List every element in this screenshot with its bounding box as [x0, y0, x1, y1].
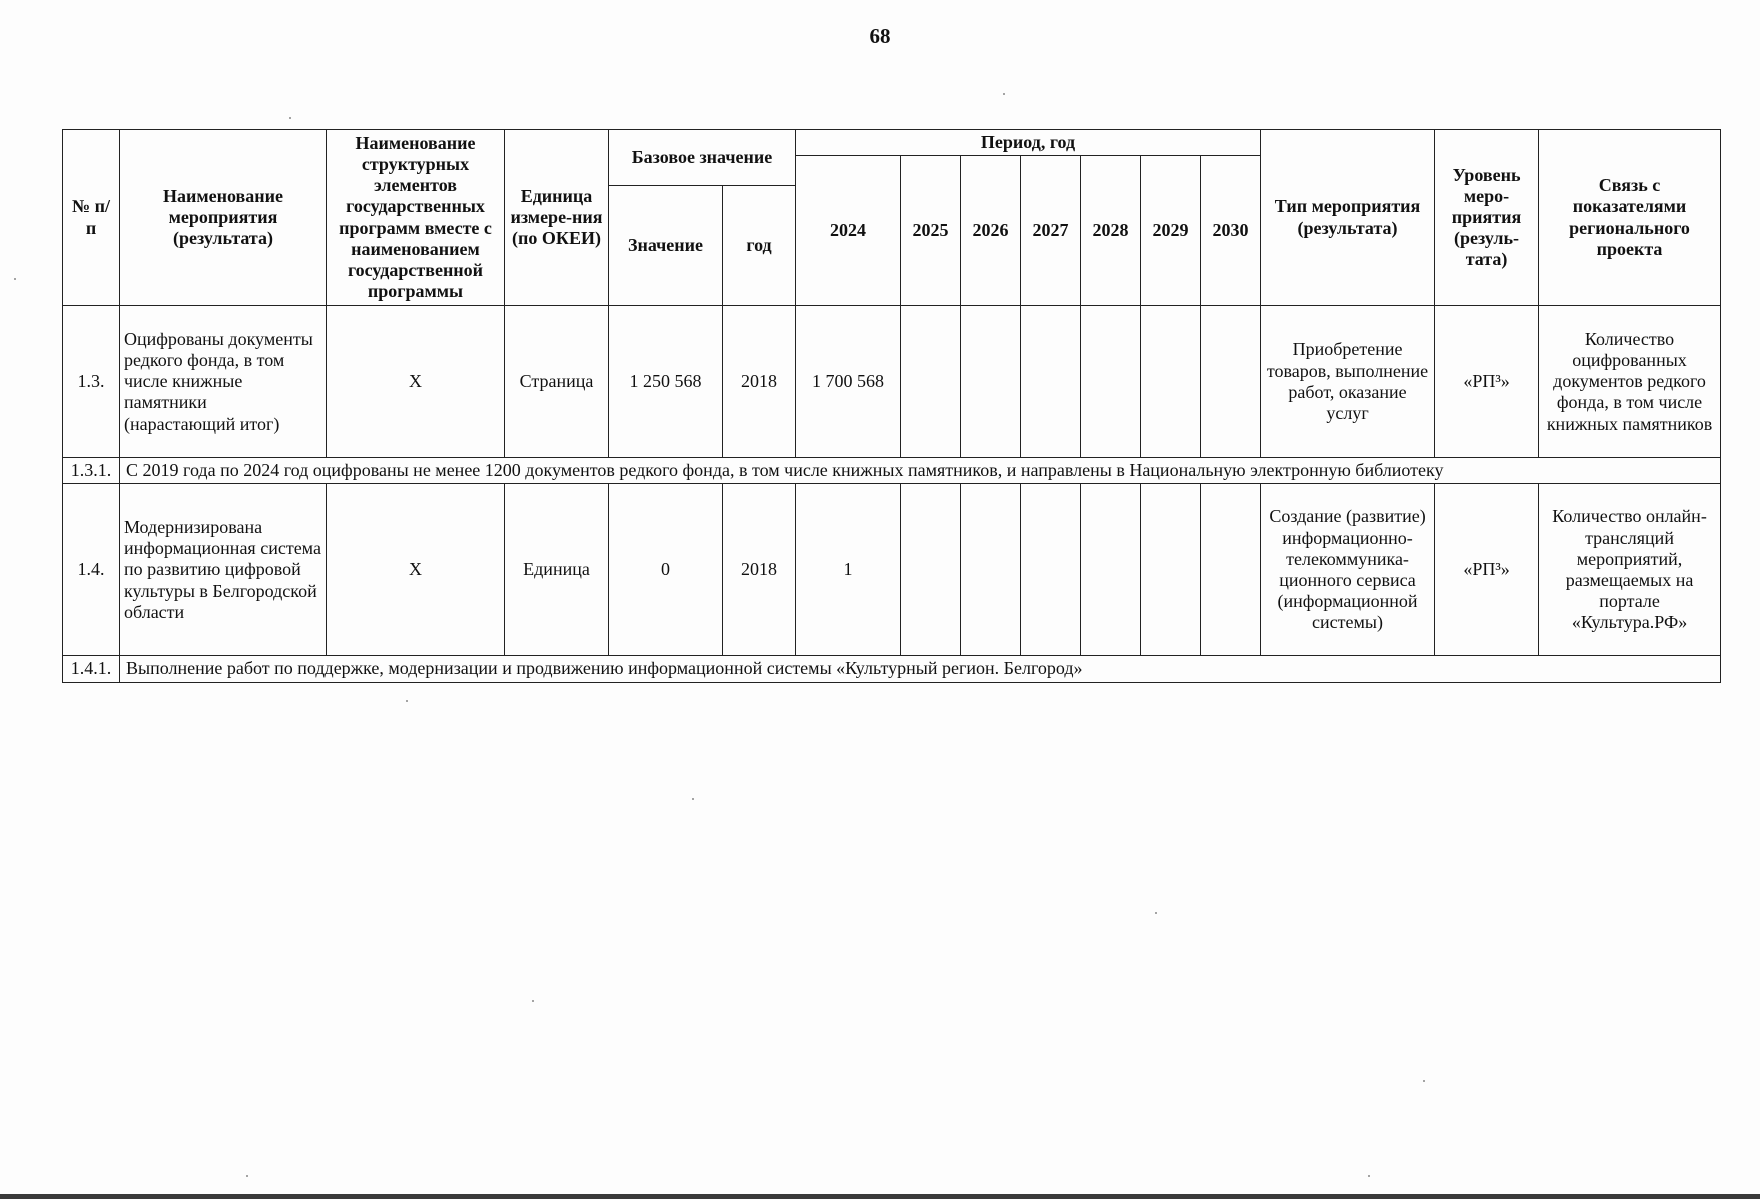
row-structural: Х — [327, 484, 505, 656]
header-level: Уровень меро-приятия (резуль-тата) — [1435, 130, 1539, 306]
scan-speck — [532, 1000, 534, 1002]
activities-table — [62, 129, 1721, 683]
row-base-value: 1 250 568 — [609, 306, 723, 458]
table-subrow — [63, 656, 1721, 682]
row-unit: Единица — [505, 484, 609, 656]
row-link: Количество онлайн-трансляций мероприятий, размещаемых на портале «Культура.РФ» — [1539, 484, 1721, 656]
row-year-2025 — [901, 484, 961, 656]
header-period: Период, год — [796, 130, 1261, 156]
scan-speck — [692, 798, 694, 800]
row-year-2026 — [961, 306, 1021, 458]
scan-speck — [1003, 93, 1005, 95]
row-num: 1.3. — [63, 306, 120, 458]
row-level: «РП³» — [1435, 306, 1539, 458]
scan-speck — [406, 700, 408, 702]
header-year-2028: 2028 — [1081, 156, 1141, 306]
header-type: Тип мероприятия (результата) — [1261, 130, 1435, 306]
row-type: Приобретение товаров, выполнение работ, оказание услуг — [1261, 306, 1435, 458]
scan-speck — [1423, 1080, 1425, 1082]
subrow-num: 1.4.1. — [63, 656, 120, 682]
header-year-2030: 2030 — [1201, 156, 1261, 306]
row-link: Количество оцифрованных документов редкого фонда, в том числе книжных памятников — [1539, 306, 1721, 458]
header-link: Связь с показателями регионального проекта — [1539, 130, 1721, 306]
header-base-year: год — [723, 186, 796, 306]
header-year-2025: 2025 — [901, 156, 961, 306]
table-subrow — [63, 458, 1721, 484]
scan-speck — [1368, 1175, 1370, 1177]
scan-speck — [289, 117, 291, 119]
row-year-2028 — [1081, 484, 1141, 656]
row-year-2027 — [1021, 484, 1081, 656]
header-unit: Единица измере-ния (по ОКЕИ) — [505, 130, 609, 306]
row-year-2024: 1 — [796, 484, 901, 656]
scan-speck — [246, 1175, 248, 1177]
subrow-text: Выполнение работ по поддержке, модернизации и продвижению информационной системы «Культурный регион. Белгород» — [120, 656, 1721, 682]
header-num: № п/п — [63, 130, 120, 306]
row-year-2030 — [1201, 306, 1261, 458]
row-year-2025 — [901, 306, 961, 458]
row-year-2024: 1 700 568 — [796, 306, 901, 458]
row-type: Создание (развитие) информационно-телекоммуника-ционного сервиса (информационной системы) — [1261, 484, 1435, 656]
bottom-edge-rule — [0, 1194, 1760, 1199]
header-year-2027: 2027 — [1021, 156, 1081, 306]
row-year-2029 — [1141, 306, 1201, 458]
header-structural: Наименование структурных элементов государственных программ вместе с наименованием государственной программы — [327, 130, 505, 306]
row-name: Модернизирована информационная система по развитию цифровой культуры в Белгородской области — [120, 484, 327, 656]
subrow-num: 1.3.1. — [63, 458, 120, 484]
row-base-year: 2018 — [723, 484, 796, 656]
row-name: Оцифрованы документы редкого фонда, в том числе книжные памятники (нарастающий итог) — [120, 306, 327, 458]
table-row — [63, 484, 1721, 656]
header-base-value: Значение — [609, 186, 723, 306]
scan-speck — [14, 278, 16, 280]
header-year-2029: 2029 — [1141, 156, 1201, 306]
row-year-2029 — [1141, 484, 1201, 656]
scan-speck — [1155, 912, 1157, 914]
row-year-2030 — [1201, 484, 1261, 656]
table-row — [63, 306, 1721, 458]
subrow-text: С 2019 года по 2024 год оцифрованы не менее 1200 документов редкого фонда, в том числе книжных памятников, и направлены в Национальную электронную библиотеку — [120, 458, 1721, 484]
row-unit: Страница — [505, 306, 609, 458]
row-year-2026 — [961, 484, 1021, 656]
row-level: «РП³» — [1435, 484, 1539, 656]
row-base-year: 2018 — [723, 306, 796, 458]
row-num: 1.4. — [63, 484, 120, 656]
row-base-value: 0 — [609, 484, 723, 656]
header-year-2024: 2024 — [796, 156, 901, 306]
header-name: Наименование мероприятия (результата) — [120, 130, 327, 306]
row-structural: Х — [327, 306, 505, 458]
row-year-2027 — [1021, 306, 1081, 458]
header-base: Базовое значение — [609, 130, 796, 186]
header-year-2026: 2026 — [961, 156, 1021, 306]
page-number: 68 — [869, 24, 891, 48]
row-year-2028 — [1081, 306, 1141, 458]
